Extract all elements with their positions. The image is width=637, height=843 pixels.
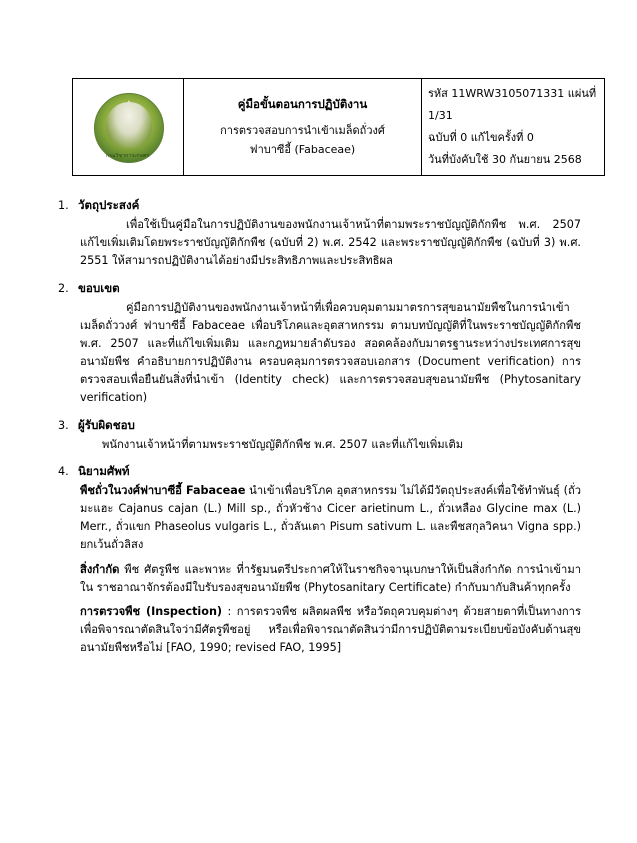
definition-item bbox=[80, 561, 581, 597]
definition-body: พืช ศัตรูพืช และพาหะ ที่ารัฐมนตรีประกาศให้ในราชกิจจานุเบกษาให้เป็นสิ่งกำกัด การนำเข้ามาใน ราชอาณาจักรต้องมีใบรับรองสุขอนามัยพืช (Phytosanitary Certificate) กำกับมากับสินค้าทุกครั้ง bbox=[80, 562, 581, 594]
document-title: คู่มือขั้นตอนการปฏิบัติงาน bbox=[237, 96, 368, 111]
document-body bbox=[58, 196, 581, 665]
definition-body: : การตรวจพืช ผลิตผลพืช หรือวัตถุควบคุมต่างๆ ด้วยสายตาที่เป็นทางการ เพื่อพิจารณาตัดสินใจว่ามีศัตรูพืชอยู่ หรือเพื่อพิจารณาตัดสินว่ามีการปฏิบัติตามระเบียบข้อบังคับด้านสุขอนามัยพืชหรือไม่ [FAO, 1990; revised FAO, 1995] bbox=[80, 604, 581, 655]
header-meta-cell bbox=[422, 79, 605, 176]
document-revision: ฉบับที่ 0 แก้ไขครั้งที่ 0 bbox=[428, 131, 534, 144]
document-effective-date: วันที่บังคับใช้ 30 กันยายน 2568 bbox=[428, 153, 582, 166]
section-definitions bbox=[58, 462, 581, 657]
header-logo-cell bbox=[73, 79, 184, 176]
document-header-table bbox=[72, 78, 605, 176]
document-subtitle-line1: การตรวจสอบการนำเข้าเมล็ดถั่วงศ์ bbox=[220, 123, 385, 137]
document-subtitle-line2: ฟาบาซีอี้ (Fabaceae) bbox=[249, 143, 356, 157]
section-number: 4. bbox=[58, 464, 69, 478]
section-heading bbox=[58, 196, 581, 215]
definition-body: นำเข้าเพื่อบริโภค อุตสาหกรรม ไม่ได้มีวัตถุประสงค์เพื่อใช้ทำพันธุ์ (ถั่วมะแฮะ Cajanus cajan (L.) Mill sp., ถั่วหัวช้าง Cicer arietinum L., ถั่วเหลือง Glycine max (L.) Merr., ถั่วแขก Phaseolus vulgaris L., ถั่วลันเตา Pisum sativum L. และพืชสกุลวิคนา Vigna spp.) ยกเว้นถั่วลิสง bbox=[80, 483, 581, 552]
section-paragraph: เพื่อใช้เป็นคู่มือในการปฏิบัติงานของพนักงานเจ้าหน้าที่ตามพระราชบัญญัติกักพืช พ.ศ. 2507 แก้ไขเพิ่มเติมโดยพระราชบัญญัติกักพืช (ฉบับที่ 2) พ.ศ. 2542 และพระราชบัญญัติกักพืช (ฉบับที่ 3) พ.ศ. 2551 ให้สามารถปฏิบัติงานได้อย่างมีประสิทธิภาพและประสิทธิผล bbox=[80, 218, 581, 268]
section-responsible bbox=[58, 416, 581, 454]
section-number: 1. bbox=[58, 199, 69, 212]
section-heading bbox=[58, 416, 581, 435]
definition-term: พืชถั่วในวงศ์ฟาบาซีอี้ Fabaceae bbox=[80, 483, 246, 497]
section-number: 3. bbox=[58, 418, 69, 432]
section-scope bbox=[58, 279, 581, 408]
header-title-cell bbox=[184, 79, 422, 176]
section-heading bbox=[58, 462, 581, 481]
section-number: 2. bbox=[58, 281, 69, 295]
document-code: รหัส 11WRW3105071331 แผ่นที่ 1/31 bbox=[428, 87, 597, 122]
definition-term: การตรวจพืช (Inspection) bbox=[80, 604, 223, 618]
definition-item bbox=[80, 603, 581, 657]
section-paragraph: คู่มือการปฏิบัติงานของพนักงานเจ้าหน้าที่เพื่อควบคุมตามมาตรการสุขอนามัยพืชในการนำเข้าเมล็ดถั่ววงศ์ ฟาบาซีอี้ Fabaceae เพื่อบริโภคและอุตสาหกรรม ตามบทบัญญัติที่ในพระราชบัญญัติกักพืช พ.ศ. 2507 และที่แก้ไขเพิ่มเติม และกฎหมายลำดับรอง สอดคล้องกับมาตรฐานระหว่างประเทศการสุขอนามัยพืช คำอธิบายการปฏิบัติงาน ครอบคลุมการตรวจสอบเอกสาร (Document verification) การตรวจสอบเพื่อยืนยันสิ่งที่นำเข้า (Identity check) และการตรวจสอบสุขอนามัยพืช (Phytosanitary verification) bbox=[80, 300, 581, 405]
section-title: ขอบเขต bbox=[78, 280, 120, 295]
definition-term: สิ่งกำกัด bbox=[80, 562, 120, 576]
header-row bbox=[73, 79, 605, 176]
section-heading bbox=[58, 279, 581, 298]
section-title: วัตถุประสงค์ bbox=[78, 198, 140, 212]
section-paragraph: พนักงานเจ้าหน้าที่ตามพระราชบัญญัติกักพืช พ.ศ. 2507 และที่แก้ไขเพิ่มเติม bbox=[102, 437, 464, 451]
definition-item bbox=[80, 482, 581, 555]
section-title: ผู้รับผิดชอบ bbox=[78, 417, 135, 432]
section-title: นิยามศัพท์ bbox=[78, 463, 130, 478]
logo-caption: กรมวิชาการเกษตร bbox=[106, 152, 150, 160]
ministry-of-agriculture-emblem-icon bbox=[92, 91, 164, 163]
section-objective bbox=[58, 196, 581, 271]
